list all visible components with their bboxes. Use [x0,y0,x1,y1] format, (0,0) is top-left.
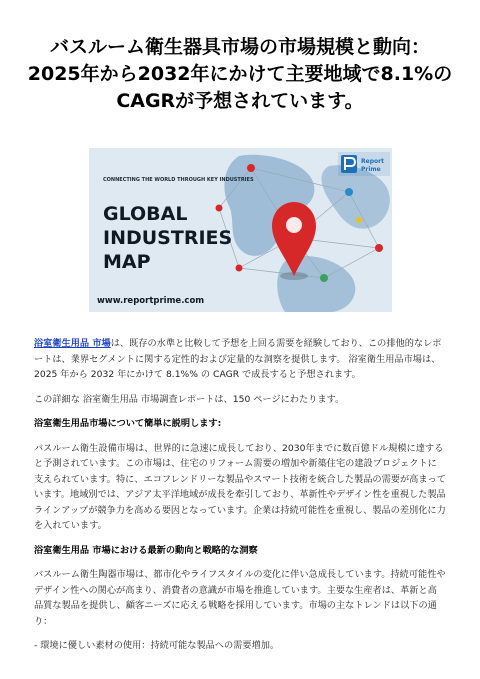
report-prime-logo [338,152,390,176]
intro-paragraph [34,336,446,383]
title-line-1: バスルーム衛生器具市場の市場規模と動向： [49,36,430,58]
logo-line-2: Prime [361,166,381,173]
global-industries-map-illustration [89,148,392,312]
market-link[interactable]: 浴室衛生用品 市場 [34,338,111,349]
hero-headline-3: MAP [103,251,151,273]
page-title [20,34,460,115]
hero-url: www.reportprime.com [97,296,205,306]
trends-paragraph: バスルーム衛生陶器市場は、都市化やライフスタイルの変化に伴い急成長しています。持続可能性やデザイン性への関心が高まり、消費者の意識が市場を推進しています。主要な生産者は、革新と高品質な製品を提供し、顧客ニーズに応える戦略を採用しています。市場の主なトレンドは以下の通り： [34,569,446,627]
intro-text: は、既存の水準と比較して予想を上回る需要を経験しており、この排他的なレポートは、業界セグメントに関する定性的および定量的な洞察を提供します。 浴室衛生用品市場は、2025 年から 2032 年にかけて 8.1%% の CAGR で成長すると予想されます。 [34,338,442,380]
trend-item: - 環境に優しい素材の使用：持続可能な製品への需要増加。 [34,640,280,651]
logo-line-1: Report [361,158,384,165]
hero-tagline: CONNECTING THE WORLD THROUGH KEY INDUSTRIES [103,177,254,183]
report-pages-paragraph: この詳細な 浴室衛生用品 市場調査レポートは、150 ページにわたります。 [34,393,345,405]
section-heading-overview: 浴室衛生用品市場について簡単に説明します: [34,418,222,429]
overview-paragraph: バスルーム衛生設備市場は、世界的に急速に成長しており、2030年までに数百億ドル規模に達すると予測されています。この市場は、住宅のリフォーム需要の増加や新築住宅の建設プロジェクトに支えられています。特に、エコフレンドリーな製品やスマート技術を統合した製品の需要が高まっています。地域別では、アジア太平洋地域が成長を牽引しており、革新性やデザイン性を重視した製品ラインアップが競争力を高める要因となっています。企業は持続可能性を重視し、製品の差別化に力を入れています。 [34,442,446,531]
hero-headline-1: GLOBAL [103,203,188,225]
title-line-2: 2025年から2032年にかけて主要地域で8.1%の [27,63,453,85]
hero-image [89,148,392,312]
hero-headline-2: INDUSTRIES [103,227,233,249]
section-heading-trends: 浴室衛生用品 市場における最新の動向と戦略的な洞察 [34,544,258,556]
title-line-3: CAGRが予想されています。 [116,90,364,112]
article-body [34,336,446,663]
